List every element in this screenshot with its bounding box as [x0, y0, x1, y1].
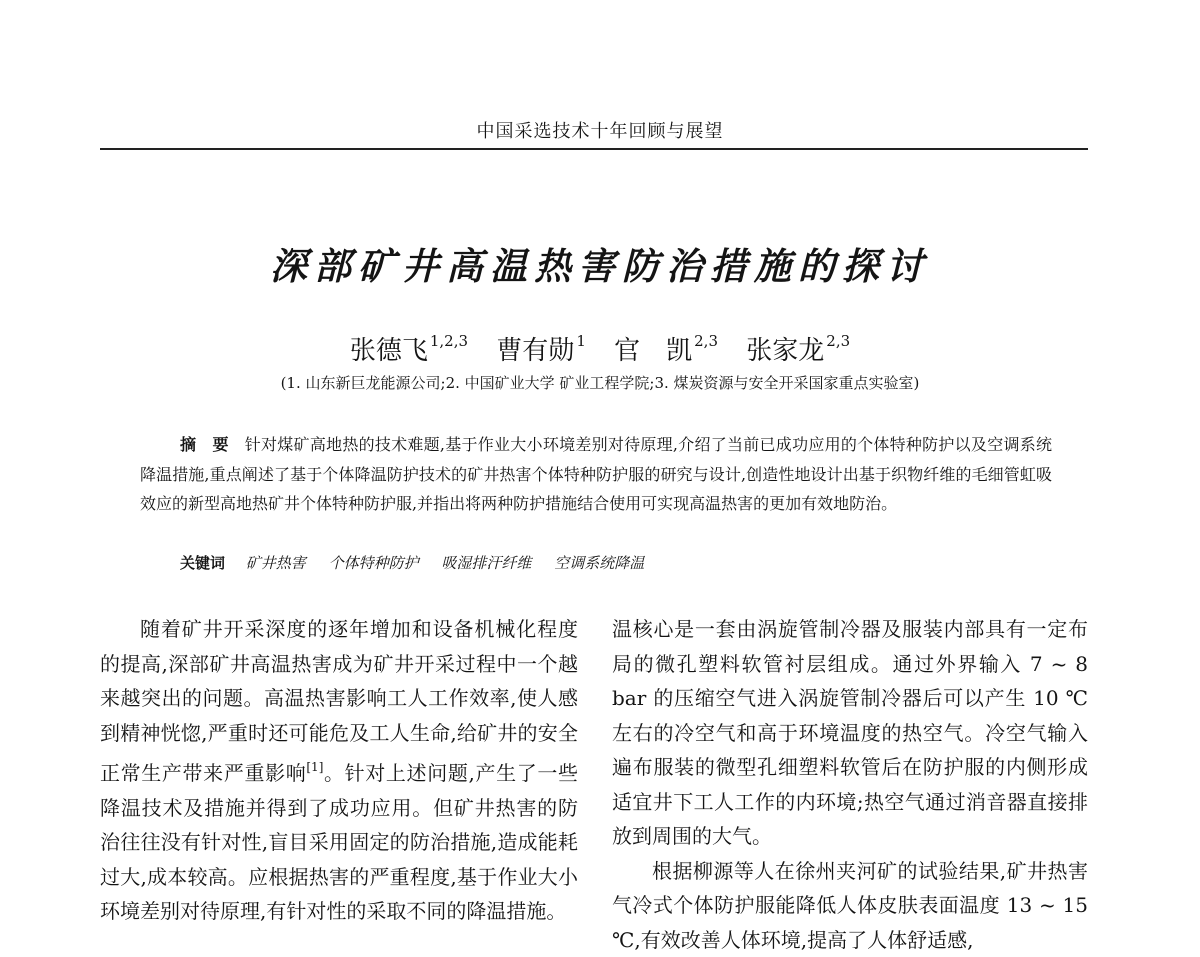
author-name: 官 凯: [614, 336, 692, 366]
author: [746, 330, 850, 367]
author: [350, 330, 468, 367]
header-rule: [100, 148, 1088, 150]
affiliations: (1. 山东新巨龙能源公司;2. 中国矿业大学 矿业工程学院;3. 煤炭资源与安全开采国家重点实验室): [0, 372, 1200, 393]
body-column-left: [100, 612, 578, 929]
author-name: 张家龙: [746, 336, 824, 366]
author-list: [0, 330, 1200, 367]
keyword: 个体特种防护: [329, 554, 419, 572]
body-paragraph: [100, 612, 578, 929]
paper-title: 深部矿井高温热害防治措施的探讨: [0, 236, 1200, 290]
author-name: 曹有勋: [496, 336, 574, 366]
author-name: 张德飞: [350, 336, 428, 366]
body-column-right: [612, 612, 1088, 957]
keyword: 矿井热害: [246, 554, 306, 572]
abstract-label: 摘 要: [180, 435, 229, 454]
author-affiliation-mark: 1,2,3: [430, 332, 468, 350]
running-header: 中国采选技术十年回顾与展望: [0, 117, 1200, 143]
keywords: [180, 552, 662, 573]
paragraph-text: 随着矿井开采深度的逐年增加和设备机械化程度的提高,深部矿井高温热害成为矿井开采过程中一个越来越突出的问题。高温热害影响工人工作效率,使人感到精神恍惚,严重时还可能危及工人生命,给矿井的安全正常生产带来严重影响: [100, 617, 578, 785]
keyword: 空调系统降温: [554, 554, 644, 572]
keywords-label: 关键词: [180, 554, 225, 572]
body-paragraph: 温核心是一套由涡旋管制冷器及服装内部具有一定布局的微孔塑料软管衬层组成。通过外界输入 7 ~ 8 bar 的压缩空气进入涡旋管制冷器后可以产生 10 ℃左右的冷空气和高于环境温度的热空气。冷空气输入遍布服装的微型孔细塑料软管后在防护服的内侧形成适宜井下工人工作的内环境;热空气通过消音器直接排放到周围的大气。: [612, 612, 1088, 854]
author: [614, 330, 718, 367]
citation-marker: [1]: [306, 760, 323, 774]
author: [496, 330, 586, 367]
author-affiliation-mark: 1: [576, 332, 586, 350]
keyword: 吸湿排汗纤维: [441, 554, 531, 572]
author-affiliation-mark: 2,3: [826, 332, 850, 350]
abstract: [140, 430, 1052, 519]
body-paragraph: 根据柳源等人在徐州夹河矿的试验结果,矿井热害气冷式个体防护服能降低人体皮肤表面温度 13 ~ 15 ℃,有效改善人体环境,提高了人体舒适感,: [612, 854, 1088, 957]
author-affiliation-mark: 2,3: [694, 332, 718, 350]
paragraph-text: 。针对上述问题,产生了一些降温技术及措施并得到了成功应用。但矿井热害的防治往往没有针对性,盲目采用固定的防治措施,造成能耗过大,成本较高。应根据热害的严重程度,基于作业大小环境差别对待原理,有针对性的采取不同的降温措施。: [100, 761, 578, 923]
abstract-text: 针对煤矿高地热的技术难题,基于作业大小环境差别对待原理,介绍了当前已成功应用的个体特种防护以及空调系统降温措施,重点阐述了基于个体降温防护技术的矿井热害个体特种防护服的研究与设计,创造性地设计出基于织物纤维的毛细管虹吸效应的新型高地热矿井个体特种防护服,并指出将两种防护措施结合使用可实现高温热害的更加有效地防治。: [140, 435, 1052, 513]
